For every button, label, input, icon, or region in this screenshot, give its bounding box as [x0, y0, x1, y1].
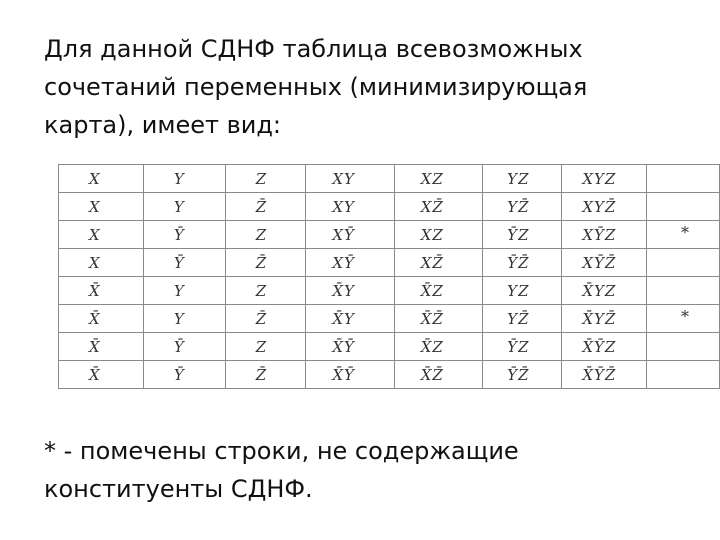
table-cell: [394, 305, 482, 333]
cell-term: Z: [255, 337, 268, 356]
table-cell: [483, 305, 562, 333]
cell-term: XZ: [420, 225, 444, 244]
table-cell: [394, 277, 482, 305]
table-cell: [143, 249, 225, 277]
table-cell: [562, 221, 646, 249]
table-cell: [306, 249, 394, 277]
table-cell: [143, 277, 225, 305]
row-mark-cell: [646, 333, 719, 361]
table-cell: [562, 193, 646, 221]
cell-term: YZ̄: [507, 309, 530, 328]
table-cell: [483, 193, 562, 221]
table-cell: [225, 193, 306, 221]
table-cell: [143, 165, 225, 193]
row-mark-cell: [646, 361, 719, 389]
cell-term: Y: [173, 169, 185, 188]
cell-term: X̄YZ: [582, 281, 617, 300]
table-cell: [225, 249, 306, 277]
table-row: [59, 249, 720, 277]
table-cell: [59, 361, 144, 389]
row-mark-cell: [646, 249, 719, 277]
heading-text: [44, 30, 684, 144]
cell-term: X̄Ȳ: [332, 365, 355, 384]
table-cell: [306, 333, 394, 361]
cell-term: Y: [173, 197, 185, 216]
cell-term: X: [89, 225, 101, 244]
cell-term: X̄Z̄: [420, 365, 444, 384]
table-cell: [394, 193, 482, 221]
cell-term: X̄YZ̄: [582, 309, 617, 328]
table-cell: [59, 333, 144, 361]
table-cell: [394, 221, 482, 249]
cell-term: X̄ȲZ̄: [582, 365, 617, 384]
row-mark: *: [681, 307, 689, 326]
minimization-table: [58, 164, 720, 389]
cell-term: XȲ: [332, 253, 355, 272]
cell-term: ȲZ̄: [507, 253, 530, 272]
table-cell: [483, 277, 562, 305]
heading-line-1: Для данной СДНФ таблица всевозможных: [44, 35, 583, 63]
cell-term: ȲZ: [507, 225, 530, 244]
table-cell: [225, 361, 306, 389]
table-row: [59, 277, 720, 305]
cell-term: XYZ: [582, 169, 617, 188]
row-mark-cell: [646, 165, 719, 193]
table-cell: [306, 361, 394, 389]
table-cell: [225, 305, 306, 333]
cell-term: Ȳ: [173, 337, 185, 356]
cell-term: X: [89, 197, 101, 216]
table-cell: [306, 221, 394, 249]
table-cell: [306, 165, 394, 193]
cell-term: XY: [332, 169, 355, 188]
cell-term: Z̄: [255, 197, 268, 216]
cell-term: Z̄: [255, 309, 268, 328]
table-cell: [306, 277, 394, 305]
cell-term: Y: [173, 281, 185, 300]
table-cell: [59, 165, 144, 193]
cell-term: XZ̄: [420, 253, 444, 272]
row-mark-cell: [646, 221, 719, 249]
table-cell: [394, 361, 482, 389]
table-cell: [59, 277, 144, 305]
table-cell: [394, 249, 482, 277]
table-row: [59, 165, 720, 193]
cell-term: X̄: [89, 309, 101, 328]
table-row: [59, 193, 720, 221]
cell-term: XZ̄: [420, 197, 444, 216]
cell-term: X̄Y: [332, 309, 355, 328]
cell-term: X̄: [89, 337, 101, 356]
cell-term: XY: [332, 197, 355, 216]
table-row: [59, 305, 720, 333]
cell-term: Ȳ: [173, 253, 185, 272]
cell-term: X̄Z: [420, 337, 444, 356]
table-cell: [562, 361, 646, 389]
table-cell: [225, 165, 306, 193]
table-cell: [306, 305, 394, 333]
table-cell: [143, 221, 225, 249]
table-cell: [483, 249, 562, 277]
cell-term: YZ̄: [507, 197, 530, 216]
table-cell: [562, 305, 646, 333]
cell-term: XȲZ̄: [582, 253, 617, 272]
cell-term: XȲZ: [582, 225, 617, 244]
table-cell: [225, 277, 306, 305]
cell-term: X̄ȲZ: [582, 337, 617, 356]
cell-term: YZ: [507, 281, 530, 300]
row-mark-cell: [646, 305, 719, 333]
table-cell: [483, 221, 562, 249]
table-cell: [562, 333, 646, 361]
table-cell: [562, 249, 646, 277]
cell-term: XYZ̄: [582, 197, 617, 216]
table-cell: [394, 333, 482, 361]
cell-term: X: [89, 253, 101, 272]
table-cell: [562, 165, 646, 193]
table-cell: [483, 361, 562, 389]
cell-term: Z̄: [255, 253, 268, 272]
table-row: [59, 333, 720, 361]
cell-term: X̄Z: [420, 281, 444, 300]
cell-term: X̄Ȳ: [332, 337, 355, 356]
table-cell: [143, 361, 225, 389]
cell-term: Z: [255, 281, 268, 300]
row-mark-cell: [646, 277, 719, 305]
footnote-line-2: конституенты СДНФ.: [44, 475, 313, 503]
cell-term: XȲ: [332, 225, 355, 244]
table-cell: [143, 333, 225, 361]
footnote-line-1: * - помечены строки, не содержащие: [44, 437, 519, 465]
minimization-table-container: [58, 164, 720, 389]
cell-term: Ȳ: [173, 225, 185, 244]
footnote-text: [44, 432, 684, 508]
table-cell: [59, 221, 144, 249]
table-cell: [483, 333, 562, 361]
table-row: [59, 361, 720, 389]
cell-term: X̄Z̄: [420, 309, 444, 328]
cell-term: Z: [255, 225, 268, 244]
cell-term: Z: [255, 169, 268, 188]
cell-term: YZ: [507, 169, 530, 188]
cell-term: Ȳ: [173, 365, 185, 384]
table-cell: [59, 193, 144, 221]
cell-term: ȲZ̄: [507, 365, 530, 384]
table-cell: [143, 305, 225, 333]
minimization-table-body: [59, 165, 720, 389]
table-cell: [306, 193, 394, 221]
cell-term: XZ: [420, 169, 444, 188]
table-cell: [225, 221, 306, 249]
table-row: [59, 221, 720, 249]
table-cell: [143, 193, 225, 221]
table-cell: [59, 305, 144, 333]
table-cell: [225, 333, 306, 361]
table-cell: [59, 249, 144, 277]
cell-term: X̄: [89, 281, 101, 300]
table-cell: [562, 277, 646, 305]
row-mark: *: [681, 223, 689, 242]
table-cell: [483, 165, 562, 193]
cell-term: X: [89, 169, 101, 188]
table-cell: [394, 165, 482, 193]
cell-term: X̄: [89, 365, 101, 384]
cell-term: X̄Y: [332, 281, 355, 300]
cell-term: Z̄: [255, 365, 268, 384]
heading-line-2: сочетаний переменных (минимизирующая: [44, 73, 588, 101]
heading-line-3: карта), имеет вид:: [44, 111, 282, 139]
row-mark-cell: [646, 193, 719, 221]
cell-term: ȲZ: [507, 337, 530, 356]
cell-term: Y: [173, 309, 185, 328]
